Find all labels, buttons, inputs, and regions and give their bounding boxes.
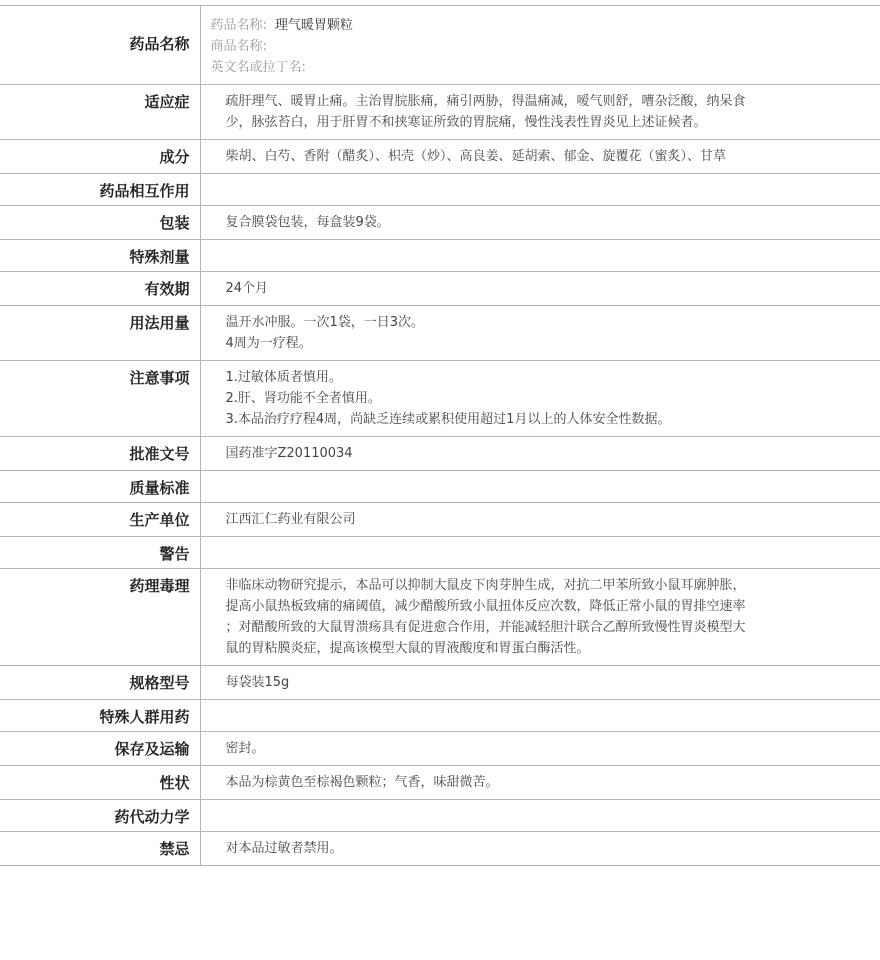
table-row — [0, 471, 880, 503]
value-line: 复合膜袋包装，每盒装9袋。 — [225, 215, 390, 230]
value-line: 柴胡、白芍、香附（醋炙）、枳壳（炒）、高良姜、延胡索、郁金、旋覆花（蜜炙）、甘草 — [225, 149, 727, 164]
table-row — [0, 272, 880, 306]
table-row — [0, 437, 880, 471]
row-label: 用法用量 — [0, 306, 200, 361]
table-row — [0, 766, 880, 800]
value-line: 疏肝理气、暖胃止痛。主治胃脘胀痛，痛引两胁，得温痛减，嗳气则舒，嘈杂泛酸，纳呆食 — [225, 94, 746, 109]
row-label: 批准文号 — [0, 437, 200, 471]
value-line: 2.肝、肾功能不全者慎用。 — [225, 391, 381, 406]
english-name-line — [211, 57, 791, 78]
table-row — [0, 503, 880, 537]
drug-name-value: 理气暖胃颗粒 — [274, 18, 353, 33]
table-row — [0, 832, 880, 866]
row-value — [200, 800, 880, 832]
row-label: 保存及运输 — [0, 732, 200, 766]
row-label: 适应症 — [0, 85, 200, 140]
table-row — [0, 206, 880, 240]
trade-name-key: 商品名称: — [210, 39, 267, 54]
row-label: 药品相互作用 — [0, 174, 200, 206]
row-value — [200, 174, 880, 206]
table-row — [0, 732, 880, 766]
row-value — [200, 471, 880, 503]
drug-name-key: 药品名称: — [210, 18, 267, 33]
value-line: 江西汇仁药业有限公司 — [225, 512, 356, 527]
table-row — [0, 140, 880, 174]
table-row — [0, 174, 880, 206]
row-value — [200, 437, 880, 471]
row-value — [200, 206, 880, 240]
english-name-key: 英文名或拉丁名: — [210, 60, 306, 75]
table-row — [0, 361, 880, 437]
value-line: 4周为一疗程。 — [225, 336, 312, 351]
row-label: 药理毒理 — [0, 569, 200, 666]
row-label: 注意事项 — [0, 361, 200, 437]
row-value — [200, 732, 880, 766]
row-value — [200, 306, 880, 361]
row-value — [200, 537, 880, 569]
row-label: 特殊剂量 — [0, 240, 200, 272]
value-line: 密封。 — [225, 741, 265, 756]
value-line: 3.本品治疗疗程4周，尚缺乏连续或累积使用超过1月以上的人体安全性数据。 — [225, 412, 671, 427]
row-label: 包装 — [0, 206, 200, 240]
value-line: 非临床动物研究提示，本品可以抑制大鼠皮下肉芽肿生成，对抗二甲苯所致小鼠耳廓肿胀， — [225, 578, 746, 593]
row-label: 警告 — [0, 537, 200, 569]
value-line: 每袋装15g — [225, 675, 290, 690]
value-line: 1.过敏体质者慎用。 — [225, 370, 342, 385]
row-value — [200, 569, 880, 666]
row-value — [200, 272, 880, 306]
row-label: 药品名称 — [0, 6, 200, 85]
table-row — [0, 569, 880, 666]
row-label: 特殊人群用药 — [0, 700, 200, 732]
row-label: 有效期 — [0, 272, 200, 306]
value-line: 国药准字Z20110034 — [225, 446, 353, 461]
row-label: 质量标准 — [0, 471, 200, 503]
row-value — [200, 503, 880, 537]
row-value — [200, 140, 880, 174]
drug-info-body — [0, 6, 880, 866]
table-row — [0, 666, 880, 700]
drug-info-table — [0, 5, 880, 866]
row-value — [200, 700, 880, 732]
value-line: 提高小鼠热板致痛的痛阈值，减少醋酸所致小鼠扭体反应次数，降低正常小鼠的胃排空速率 — [225, 599, 746, 614]
row-value — [200, 240, 880, 272]
table-row — [0, 85, 880, 140]
row-value — [200, 832, 880, 866]
table-row — [0, 800, 880, 832]
value-line: ；对醋酸所致的大鼠胃溃疡具有促进愈合作用，并能减轻胆汁联合乙醇所致慢性胃炎模型大 — [225, 620, 746, 635]
value-line: 温开水冲服。一次1袋，一日3次。 — [225, 315, 425, 330]
row-label: 成分 — [0, 140, 200, 174]
drug-name-line — [211, 15, 791, 36]
value-line: 对本品过敏者禁用。 — [225, 841, 343, 856]
value-line: 24个月 — [225, 281, 269, 296]
names-cell — [200, 6, 880, 85]
row-label: 禁忌 — [0, 832, 200, 866]
row-value — [200, 766, 880, 800]
value-line: 本品为棕黄色至棕褐色颗粒；气香，味甜微苦。 — [225, 775, 499, 790]
table-row — [0, 306, 880, 361]
row-label: 性状 — [0, 766, 200, 800]
row-label: 生产单位 — [0, 503, 200, 537]
row-drug-names — [0, 6, 880, 85]
trade-name-line — [211, 36, 791, 57]
value-line: 鼠的胃粘膜炎症，提高该模型大鼠的胃液酸度和胃蛋白酶活性。 — [225, 641, 590, 656]
table-row — [0, 700, 880, 732]
table-row — [0, 240, 880, 272]
row-value — [200, 361, 880, 437]
row-label: 规格型号 — [0, 666, 200, 700]
table-row — [0, 537, 880, 569]
row-label: 药代动力学 — [0, 800, 200, 832]
value-line: 少，脉弦苔白，用于肝胃不和挟寒证所致的胃脘痛，慢性浅表性胃炎见上述证候者。 — [225, 115, 707, 130]
row-value — [200, 85, 880, 140]
row-value — [200, 666, 880, 700]
